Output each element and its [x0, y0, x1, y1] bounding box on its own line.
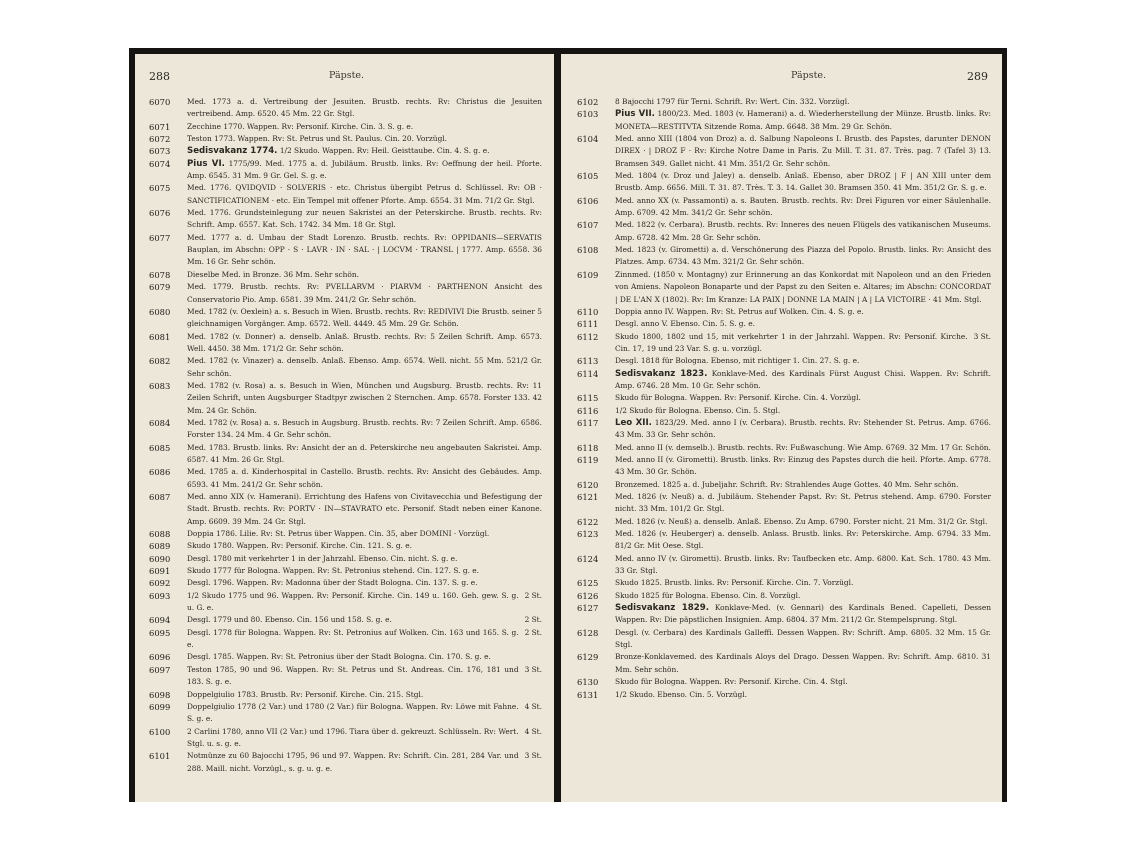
lot-number: 6079: [149, 282, 171, 293]
entry-text: 8 Bajocchi 1797 für Terni. Schrift. Rv: Wert. Cin. 332. Vorzügl.: [615, 97, 850, 106]
catalog-entry: [149, 627, 542, 652]
catalog-entry: [577, 676, 991, 688]
catalog-entry: [149, 750, 542, 775]
catalog-entry: [577, 627, 991, 652]
entry-text: Doppia anno IV. Wappen. Rv: St. Petrus auf Wolken. Cin. 4. S. g. e.: [615, 306, 864, 316]
catalog-entry: [149, 540, 542, 552]
lot-number: 6077: [149, 232, 171, 243]
lot-number: 6108: [577, 245, 599, 256]
catalog-entry: [577, 516, 991, 528]
piece-count: 2 St.: [524, 615, 542, 625]
catalog-entry: [149, 466, 542, 491]
catalog-entry: [149, 281, 542, 306]
entry-text: Med. 1822 (v. Cerbara). Brustb. rechts. Rv: Inneres des neuen Flügels des vatikanischen Museums. Amp. 6728. 42 Mm. 28 Gr. Sehr schön.: [615, 220, 991, 242]
piece-count: 4 St.: [524, 726, 542, 736]
catalog-entry: [149, 355, 542, 380]
lot-number: 6121: [577, 492, 599, 502]
entry-text: Med. 1782 (v. Vinazer) a. denselb. Anlaß. Ebenso. Amp. 6574. Well. nicht. 55 Mm. 521/2 Gr. Sehr schön.: [187, 356, 542, 378]
entry-text: Bronzemed. 1825 a. d. Jubeljahr. Schrift. Rv: Strahlendes Auge Gottes. 40 Mm. Sehr schön.: [615, 479, 959, 489]
catalog-entry: [577, 368, 991, 393]
catalog-entry: [577, 442, 991, 454]
running-header: Päpste.: [791, 70, 827, 81]
entry-text: 1/2 Skudo 1775 und 96. Wappen. Rv: Personif. Kirche. Cin. 149 u. 160. Geh. gew. S. g. u. G. e.: [187, 590, 519, 613]
lot-number: 6112: [577, 331, 599, 342]
entry-text: Med. anno II (v. demselb.). Brustb. rechts. Rv: Fußwaschung. Wie Amp. 6769. 32 Mm. 17 Gr. Schön.: [615, 442, 991, 452]
entry-text: Med. 1783. Brustb. links. Rv: Ansicht der an d. Peterskirche neu angebauten Sakristei. Amp. 6587. 41 Mm. 26 Gr. Stgl.: [187, 442, 542, 464]
lot-number: 6100: [149, 726, 171, 737]
lot-number: 6114: [577, 368, 599, 379]
piece-count: 3 St.: [524, 751, 542, 761]
entry-text: Skudo 1825 für Bologna. Ebenso. Cin. 8. Vorzügl.: [615, 590, 801, 600]
entry-text: Bronze-Konklavemed. des Kardinals Aloys del Drago. Dessen Wappen. Rv: Schrift. Amp. 6810. 31 Mm. Sehr schön.: [615, 652, 991, 674]
lot-number: 6113: [577, 356, 599, 367]
lot-number: 6086: [149, 467, 171, 478]
piece-count: 3 St.: [973, 331, 991, 341]
lot-number: 6088: [149, 529, 171, 540]
section-heading: Leo XII.: [615, 417, 652, 428]
lot-number: 6120: [577, 479, 599, 490]
entry-text: Med. anno IV (v. Girometti). Brustb. links. Rv: Taufbecken etc. Amp. 6800. Kat. Sch. 1780. 43 Mm. 33 Gr. Stgl.: [615, 553, 991, 576]
catalog-entry: [577, 689, 991, 701]
catalog-entry: [149, 269, 542, 281]
catalog-entry: [149, 380, 542, 417]
lot-number: 6096: [149, 652, 171, 663]
catalog-entry: [577, 355, 991, 367]
entry-text: Skudo 1825. Brustb. links. Rv: Personif. Kirche. Cin. 7. Vorzügl.: [615, 578, 854, 588]
catalog-entry: [577, 602, 991, 627]
entry-text: Med. 1779. Brustb. rechts. Rv: PVELLARVM · PIARVM · PARTHENON Ansicht des Conservatorio Pio. Amp. 6581. 39 Mm. 241/2 Gr. Sehr schön.: [187, 282, 542, 304]
lot-number: 6126: [577, 590, 599, 601]
catalog-entry: [149, 158, 542, 183]
lot-number: 6071: [149, 121, 171, 132]
lot-number: 6127: [577, 603, 599, 614]
lot-number: 6098: [149, 689, 171, 700]
lot-number: 6070: [149, 97, 171, 107]
catalog-entry: [149, 726, 542, 751]
lot-number: 6087: [149, 492, 171, 502]
lot-number: 6072: [149, 134, 171, 145]
catalog-entry: [577, 577, 991, 589]
catalog-entry: [577, 133, 991, 170]
catalog-entry: [577, 219, 991, 244]
catalog-entry: [577, 96, 991, 108]
entry-text: Desgl. (v. Cerbara) des Kardinals Galleffi. Dessen Wappen. Rv: Schrift. Amp. 6805. 32 Mm. 15 Gr. Stgl.: [615, 627, 991, 650]
lot-number: 6118: [577, 442, 599, 453]
catalog-entry: [149, 96, 542, 121]
catalog-entry: [149, 614, 542, 626]
lot-number: 6123: [577, 529, 599, 540]
entry-text: Skudo 1777 für Bologna. Wappen. Rv: St. Petronius stehend. Cin. 127. S. g. e.: [187, 566, 480, 576]
lot-number: 6116: [577, 405, 599, 416]
section-heading: Sedisvakanz 1829.: [615, 603, 709, 614]
entry-text: Med. anno XIX (v. Hamerani). Errichtung des Hafens von Civitavecchia und Befestigung der Stadt. Brustb. rechts. Rv: PORTV · IN—STAVRATO etc. Personif. Stadt neben einer Kanone. Amp. 6609. 39 Mm. 24 Gr. Stgl.: [187, 492, 542, 526]
entry-text: Konklave-Med. des Kardinals Fürst August Chisi. Wappen. Rv: Schrift. Amp. 6746. 28 Mm. 10 Gr. Sehr schön.: [615, 368, 991, 390]
lot-number: 6131: [577, 689, 599, 700]
catalog-entry: [577, 269, 991, 306]
entry-text: Zecchine 1770. Wappen. Rv: Personif. Kirche. Cin. 3. S. g. e.: [187, 121, 414, 131]
catalog-entry: [577, 651, 991, 676]
entry-text: 1775/99. Med. 1775 a. d. Jubiläum. Brustb. links. Rv: Oeffnung der heil. Pforte. Amp. 6545. 31 Mm. 9 Gr. Gel. S. g. e.: [187, 158, 542, 181]
lot-number: 6122: [577, 516, 599, 527]
entry-text: Desgl. anno V. Ebenso. Cin. 5. S. g. e.: [615, 319, 755, 329]
catalog-entry: [577, 405, 991, 417]
section-heading: Pius VI.: [187, 158, 225, 169]
entry-text: Notmünze zu 60 Bajocchi 1795, 96 und 97. Wappen. Rv: Schrift. Cin. 281, 284 Var. und 288. Maill. nicht. Vorzügl., s. g. u. g. e.: [187, 751, 519, 773]
lot-number: 6124: [577, 553, 599, 564]
catalog-entry: [149, 528, 542, 540]
catalog-entry: [149, 442, 542, 467]
lot-number: 6084: [149, 417, 171, 428]
catalog-entry: [149, 232, 542, 269]
entry-text: 1/2 Skudo. Wappen. Rv: Heil. Geisttaube. Cin. 4. S. g. e.: [279, 146, 490, 156]
lot-number: 6089: [149, 541, 171, 552]
lot-number: 6102: [577, 97, 599, 107]
lot-number: 6119: [577, 454, 599, 465]
lot-number: 6107: [577, 220, 599, 231]
lot-number: 6109: [577, 269, 599, 280]
lot-number: 6104: [577, 134, 599, 145]
catalog-entry: [149, 577, 542, 589]
entry-text: Desgl. 1818 für Bologna. Ebenso, mit richtiger 1. Cin. 27. S. g. e.: [615, 356, 860, 366]
catalog-entry: [577, 417, 991, 442]
catalog-entry: [577, 306, 991, 318]
catalog-entry: [149, 121, 542, 133]
entry-text: Doppelgiulio 1778 (2 Var.) und 1780 (2 Var.) für Bologna. Wappen. Rv: Löwe mit Fahne. S. g. e.: [187, 701, 519, 724]
catalog-entry: [577, 392, 991, 404]
lot-number: 6074: [149, 158, 171, 169]
piece-count: 3 St.: [524, 664, 542, 674]
lot-number: 6085: [149, 442, 171, 453]
lot-number: 6106: [577, 195, 599, 206]
entry-list: [577, 96, 991, 701]
entry-text: Dieselbe Med. in Bronze. 36 Mm. Sehr schön.: [187, 269, 359, 279]
entry-text: 1/2 Skudo für Bologna. Ebenso. Cin. 5. Stgl.: [615, 405, 781, 415]
piece-count: 4 St.: [524, 701, 542, 711]
lot-number: 6115: [577, 393, 599, 404]
lot-number: 6073: [149, 146, 171, 157]
catalog-entry: [149, 651, 542, 663]
entry-text: Med. 1826 (v. Neuß) a. d. Jubiläum. Stehender Papst. Rv: St. Petrus stehend. Amp. 6790. Forster nicht. 33 Mm. 101/2 Gr. Stgl.: [615, 492, 991, 514]
entry-text: 1/2 Skudo. Ebenso. Cin. 5. Vorzügl.: [615, 689, 747, 699]
lot-number: 6095: [149, 627, 171, 638]
entry-text: Med. 1826 (v. Heuberger) a. denselb. Anlass. Brustb. links. Rv: Peterskirche. Amp. 6794. 33 Mm. 81/2 Gr. Mit Oese. Stgl.: [615, 529, 991, 551]
entry-text: Med. 1776. QVIDQVID · SOLVERIS · etc. Christus übergibt Petrus d. Schlüssel. Rv: OB · SANCTIFICATIONEM · etc. Ein Tempel mit offener Pforte. Amp. 6554. 31 Mm. 71/2 Gr. Stgl.: [187, 183, 542, 205]
lot-number: 6082: [149, 356, 171, 367]
entry-text: Konklave-Med. (v. Gennari) des Kardinals Bened. Capelleti, Dessen Wappen. Rv: Die päpstlichen Insignien. Amp. 6804. 37 Mm. 211/2 Gr. Stempelsprung. Stgl.: [615, 603, 991, 625]
catalog-entry: [577, 108, 991, 133]
entry-text: Med. 1773 a. d. Vertreibung der Jesuiten. Brustb. rechts. Rv: Christus die Jesuiten vertreibend. Amp. 6520. 45 Mm. 22 Gr. Stgl.: [187, 97, 542, 119]
entry-text: Med. 1823 (v. Girometti) a. d. Verschönerung des Piazza del Popolo. Brustb. links. Rv: Ansicht des Platzes. Amp. 6734. 43 Mm. 321/2 Gr. Sehr schön.: [615, 245, 991, 267]
entry-text: Med. 1776. Grundsteinlegung zur neuen Sakristei an der Peterskirche. Brustb. rechts. Rv: Schrift. Amp. 6557. Kat. Sch. 1742. 34 Mm. 18 Gr. Stgl.: [187, 208, 542, 230]
catalog-entry: [149, 331, 542, 356]
catalog-entry: [149, 689, 542, 701]
entry-text: Desgl. 1779 und 80. Ebenso. Cin. 156 und 158. S. g. e.: [187, 615, 392, 625]
lot-number: 6101: [149, 751, 171, 762]
catalog-entry: [577, 195, 991, 220]
running-header: Päpste.: [329, 70, 365, 81]
entry-text: Teston 1785, 90 und 96. Wappen. Rv: St. Petrus und St. Andreas. Cin. 176, 181 und 183. S. g. e.: [187, 664, 519, 687]
entry-text: Skudo 1800, 1802 und 15, mit verkehrter 1 in der Jahrzahl. Wappen. Rv: Personif. Kirche. Cin. 17, 19 und 23 Var. S. g. u. vorzügl.: [615, 331, 968, 353]
left-page: [135, 54, 554, 802]
entry-text: Med. 1782 (v. Rosa) a. s. Besuch in Augsburg. Brustb. rechts. Rv: 7 Zeilen Schrift. Amp. 6586. Forster 134. 24 Mm. 4 Gr. Sehr schön.: [187, 417, 542, 440]
catalog-entry: [577, 454, 991, 479]
entry-text: Med. anno XIII (1804 von Droz) a. d. Salbung Napoleons I. Brustb. des Papstes, darunter DENON DIREX · | DROZ F · Rv: Kirche Notre Dame in Paris. Zu Mill. T. 31. 87. Très. pag. 7 (Tafel 3) 13. Bramsen 349. Gallet nicht. 41 Mm. 351/2 Gr. Sehr schön.: [615, 134, 991, 168]
entry-text: Med. anno II (v. Girometti). Brustb. links. Rv: Einzug des Papstes durch die heil. Pforte. Amp. 6778. 43 Mm. 30 Gr. Schön.: [615, 454, 991, 477]
catalog-entry: [577, 491, 991, 516]
entry-list: [149, 96, 542, 775]
catalog-entry: [577, 553, 991, 578]
catalog-entry: [577, 590, 991, 602]
catalog-entry: [149, 417, 542, 442]
lot-number: 6094: [149, 615, 171, 626]
entry-text: Zinnmed. (1850 v. Montagny) zur Erinnerung an das Konkordat mit Napoleon und an den Frieden von Amiens. Napoleon Bonaparte und der Papst zu den Seiten e. Altares; im Abschn: CONCORDAT | DE L'AN X (1802). Rv: Im Kranze: LA PAIX | DONNE LA MAIN | A | LA VICTOIRE · 41 Mm. Stgl.: [615, 269, 991, 304]
catalog-entry: [149, 565, 542, 577]
catalog-entry: [149, 491, 542, 528]
page-number: 288: [149, 70, 170, 83]
entry-text: Med. 1777 a. d. Umbau der Stadt Lorenzo. Brustb. rechts. Rv: OPPIDANIS—SERVATIS Bauplan, im Abschn: OPP · S · LAVR · IN · SAL · | LOCVM · TRANSL | 1777. Amp. 6558. 36 Mm. 16 Gr. Sehr schön.: [187, 232, 542, 267]
catalog-entry: [577, 170, 991, 195]
catalog-entry: [577, 318, 991, 330]
lot-number: 6091: [149, 566, 171, 577]
catalog-entry: [149, 133, 542, 145]
entry-text: Med. 1785 a. d. Kinderhospital in Castello. Brustb. rechts. Rv: Ansicht des Gebäudes. Amp. 6593. 41 Mm. 241/2 Gr. Sehr schön.: [187, 467, 542, 489]
lot-number: 6078: [149, 269, 171, 280]
entry-text: Teston 1773. Wappen. Rv: St. Petrus und St. Paulus. Cin. 20. Vorzügl.: [187, 134, 448, 144]
lot-number: 6092: [149, 578, 171, 589]
entry-text: Doppia 1786. Lilie. Rv: St. Petrus über Wappen. Cin. 35, aber DOMINI · Vorzügl.: [187, 529, 490, 539]
entry-text: Desgl. 1780 mit verkehrter 1 in der Jahrzahl. Ebenso. Cin. nicht. S. g. e.: [187, 553, 458, 563]
lot-number: 6080: [149, 306, 171, 317]
catalog-entry: [577, 244, 991, 269]
lot-number: 6110: [577, 306, 599, 317]
entry-text: Med. 1782 (v. Donner) a. denselb. Anlaß. Brustb. rechts. Rv: 5 Zeilen Schrift. Amp. 6573. Well. 4450. 38 Mm. 171/2 Gr. Sehr schön.: [187, 331, 542, 353]
lot-number: 6125: [577, 578, 599, 589]
lot-number: 6117: [577, 417, 599, 428]
entry-text: Skudo für Bologna. Wappen. Rv: Personif. Kirche. Cin. 4. Vorzügl.: [615, 393, 861, 403]
lot-number: 6081: [149, 331, 171, 342]
catalog-entry: [149, 590, 542, 615]
lot-number: 6130: [577, 677, 599, 688]
section-heading: Sedisvakanz 1823.: [615, 368, 708, 379]
entry-text: 1823/29. Med. anno I (v. Cerbara). Brustb. rechts. Rv: Stehender St. Petrus. Amp. 6766. 43 Mm. 33 Gr. Sehr schön.: [615, 417, 991, 440]
entry-text: Med. anno XX (v. Passamonti) a. s. Bauten. Brustb. rechts. Rv: Drei Figuren vor einer Säulenhalle. Amp. 6709. 42 Mm. 341/2 Gr. Sehr schön.: [615, 195, 991, 218]
entry-text: Med. 1804 (v. Droz und Jaley) a. denselb. Anlaß. Ebenso, aber DROZ | F | AN XIII unter dem Brustb. Amp. 6656. Mill. T. 31. 87. Très. T. 3. 14. Gallet 30. Bramsen 350. 41 Mm. 351/2 Gr. S. g. e.: [615, 171, 991, 193]
lot-number: 6090: [149, 553, 171, 564]
entry-text: Doppelgiulio 1783. Brustb. Rv: Personif. Kirche. Cin. 215. Stgl.: [187, 689, 424, 699]
catalog-entry: [149, 701, 542, 726]
entry-text: Med. 1826 (v. Neuß) a. denselb. Anlaß. Ebenso. Zu Amp. 6790. Forster nicht. 21 Mm. 31/2 Gr. Stgl.: [615, 516, 988, 526]
lot-number: 6083: [149, 380, 171, 391]
lot-number: 6075: [149, 183, 171, 194]
lot-number: 6105: [577, 171, 599, 182]
catalog-entry: [149, 207, 542, 232]
section-heading: Pius VII.: [615, 109, 655, 120]
lot-number: 6076: [149, 208, 171, 219]
section-heading: Sedisvakanz 1774.: [187, 146, 278, 157]
catalog-entry: [149, 145, 542, 157]
catalog-entry: [149, 306, 542, 331]
right-page: [561, 54, 1002, 802]
catalog-entry: [149, 664, 542, 689]
entry-text: Desgl. 1785. Wappen. Rv: St. Petronius über der Stadt Bologna. Cin. 170. S. g. e.: [187, 652, 491, 662]
entry-text: Desgl. 1796. Wappen. Rv: Madonna über der Stadt Bologna. Cin. 137. S. g. e.: [187, 578, 478, 588]
entry-text: Med. 1782 (v. Oexlein) a. s. Besuch in Wien. Brustb. rechts. Rv: REDIVIVI Die Brustb. seiner 5 gleichnamigen Vorgänger. Amp. 6572. Well. 4449. 45 Mm. 29 Gr. Schön.: [187, 306, 542, 329]
piece-count: 2 St.: [524, 627, 542, 637]
catalog-entry: [577, 331, 991, 356]
entry-text: 1800/23. Med. 1803 (v. Hamerani) a. d. Wiederherstellung der Münze. Brustb. links. Rv: MONETA—RESTITVTA Sitzende Roma. Amp. 6648. 38 Mm. 29 Gr. Schön.: [615, 109, 991, 131]
entry-text: Desgl. 1778 für Bologna. Wappen. Rv: St. Petronius auf Wolken. Cin. 163 und 165. S. g. e.: [187, 627, 519, 650]
catalog-entry: [149, 182, 542, 207]
lot-number: 6128: [577, 627, 599, 638]
page-number: 289: [967, 70, 988, 83]
catalog-entry: [577, 528, 991, 553]
catalog-entry: [149, 553, 542, 565]
catalog-entry: [577, 479, 991, 491]
piece-count: 2 St.: [524, 590, 542, 600]
lot-number: 6111: [577, 319, 599, 330]
lot-number: 6097: [149, 664, 171, 675]
lot-number: 6103: [577, 109, 599, 120]
lot-number: 6093: [149, 590, 171, 601]
entry-text: Skudo für Bologna. Wappen. Rv: Personif. Kirche. Cin. 4. Stgl.: [615, 677, 848, 687]
entry-text: 2 Carlini 1780, anno VII (2 Var.) und 1796. Tiara über d. gekreuzt. Schlüsseln. Rv: Wert. Stgl. u. s. g. e.: [187, 726, 519, 748]
entry-text: Med. 1782 (v. Rosa) a. s. Besuch in Wien, München und Augsburg. Brustb. rechts. Rv: 11 Zeilen Schrift, unten Augsburger Stadtpyr zwischen 2 Sternchen. Amp. 6578. Forster 133. 42 Mm. 24 Gr. Schön.: [187, 380, 542, 415]
entry-text: Skudo 1780. Wappen. Rv: Personif. Kirche. Cin. 121. S. g. e.: [187, 541, 412, 551]
lot-number: 6099: [149, 701, 171, 712]
lot-number: 6129: [577, 652, 599, 663]
